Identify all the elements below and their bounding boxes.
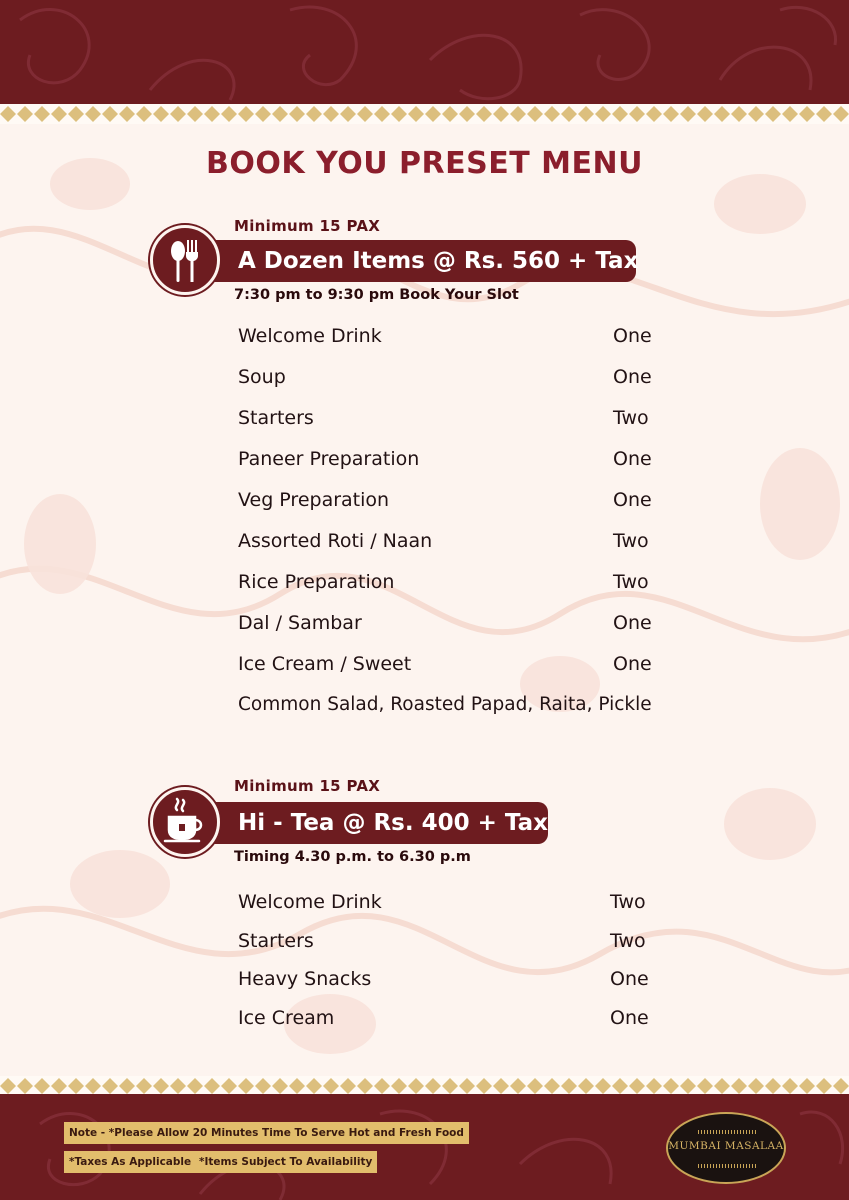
timing-text: Timing 4.30 p.m. to 6.30 p.m <box>234 849 471 865</box>
menu-item-name: Ice Cream / Sweet <box>238 653 412 675</box>
menu-item-name: Dal / Sambar <box>238 612 362 634</box>
menu-item-qty: One <box>610 1007 649 1029</box>
top-diamond-border <box>0 104 849 124</box>
tea-cup-icon <box>150 787 220 857</box>
menu-item-name: Starters <box>238 930 314 952</box>
paisley-pattern <box>0 0 849 106</box>
menu-item-name: Ice Cream <box>238 1007 335 1029</box>
logo-text: MUMBAI MASALAA <box>668 1140 784 1152</box>
menu-item-qty: One <box>613 366 652 388</box>
menu-item-name: Welcome Drink <box>238 325 382 347</box>
section-heading-banner: A Dozen Items @ Rs. 560 + Tax <box>204 240 636 282</box>
min-pax-label: Minimum 15 PAX <box>234 777 381 795</box>
timing-text: 7:30 pm to 9:30 pm Book Your Slot <box>234 287 519 303</box>
menu-item-qty: One <box>613 612 652 634</box>
menu-item-qty: One <box>610 968 649 990</box>
spoon-fork-icon <box>150 225 220 295</box>
menu-extras: Common Salad, Roasted Papad, Raita, Pickle <box>238 694 652 715</box>
menu-item-qty: Two <box>613 530 649 552</box>
menu-item-qty: Two <box>613 571 649 593</box>
section-heading-banner: Hi - Tea @ Rs. 400 + Tax <box>204 802 548 844</box>
serve-time-note: Note - *Please Allow 20 Minutes Time To Serve Hot and Fresh Food <box>64 1122 469 1144</box>
min-pax-label: Minimum 15 PAX <box>234 217 381 235</box>
menu-item-name: Welcome Drink <box>238 891 382 913</box>
menu-item-qty: Two <box>610 930 646 952</box>
menu-item-qty: One <box>613 448 652 470</box>
menu-item-name: Heavy Snacks <box>238 968 372 990</box>
menu-item-qty: Two <box>610 891 646 913</box>
menu-item-qty: One <box>613 325 652 347</box>
bottom-diamond-border <box>0 1076 849 1096</box>
header-band <box>0 0 849 106</box>
menu-item-qty: Two <box>613 407 649 429</box>
menu-item-name: Starters <box>238 407 314 429</box>
mumbai-masalaa-logo <box>666 1112 786 1184</box>
menu-item-name: Paneer Preparation <box>238 448 420 470</box>
menu-item-name: Rice Preparation <box>238 571 395 593</box>
menu-item-name: Soup <box>238 366 286 388</box>
page-title: BOOK YOU PRESET MENU <box>206 146 643 181</box>
availability-note: *Items Subject To Availability <box>194 1151 377 1173</box>
menu-item-qty: One <box>613 653 652 675</box>
menu-item-name: Veg Preparation <box>238 489 390 511</box>
menu-item-qty: One <box>613 489 652 511</box>
taxes-note: *Taxes As Applicable <box>64 1151 196 1173</box>
menu-item-name: Assorted Roti / Naan <box>238 530 433 552</box>
